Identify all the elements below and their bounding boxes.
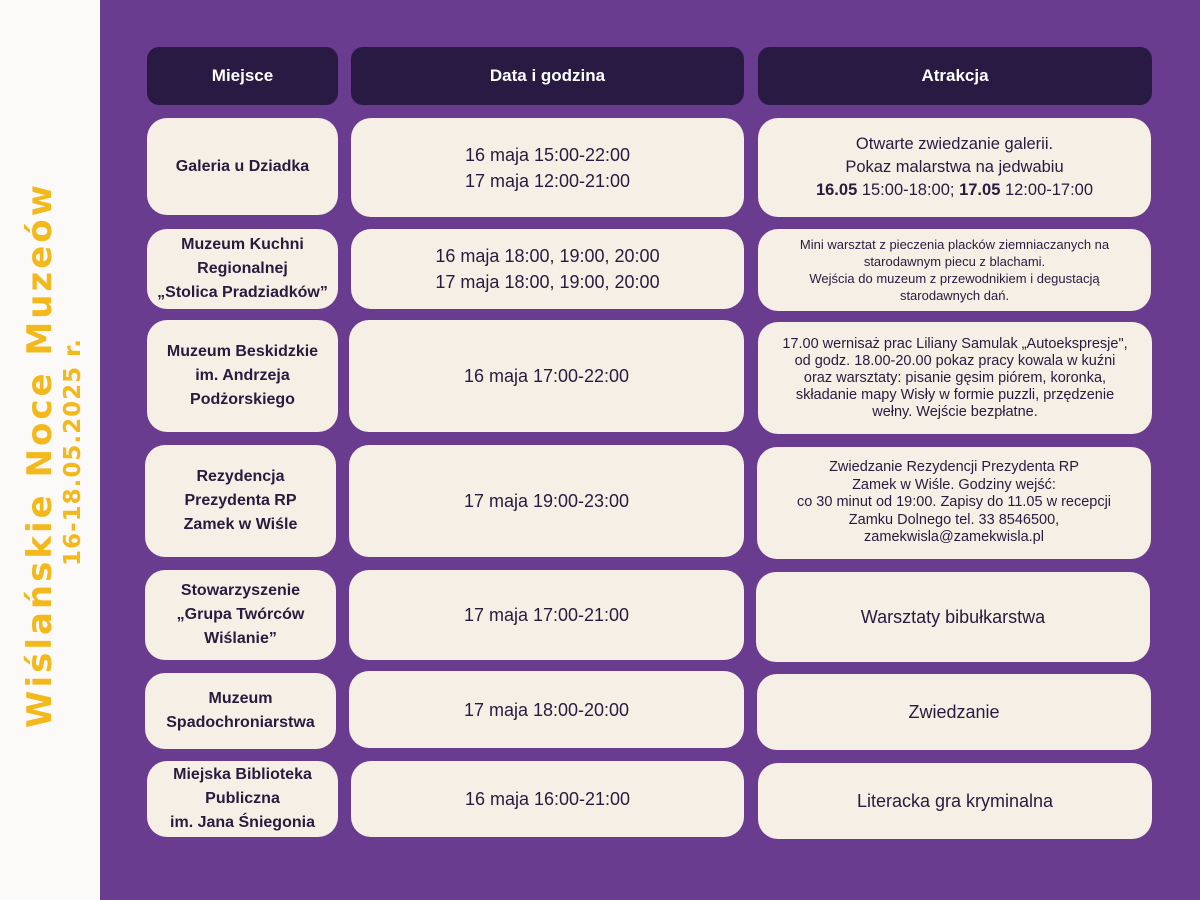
row-7-place: Miejska Biblioteka Publiczna im. Jana Śniegonia	[147, 761, 338, 837]
sidebar-dates: 16-18.05.2025 r.	[60, 338, 86, 566]
row-5-place: Stowarzyszenie „Grupa Twórców Wiślanie”	[145, 570, 336, 660]
row-5-date: 17 maja 17:00-21:00	[349, 570, 744, 660]
row-2-attraction: Mini warsztat z pieczenia placków ziemniaczanych na starodawnym piecu z blachami. Wejścia do muzeum z przewodnikiem i degustacją starodawnych dań.	[758, 229, 1151, 311]
row-2-date: 16 maja 18:00, 19:00, 20:00 17 maja 18:00, 19:00, 20:00	[351, 229, 744, 309]
sidebar	[0, 0, 100, 900]
row-6-attraction: Zwiedzanie	[757, 674, 1151, 750]
row-4-place: Rezydencja Prezydenta RP Zamek w Wiśle	[145, 445, 336, 557]
row-1-time-b: 12:00-17:00	[1000, 181, 1094, 199]
row-1-date: 16 maja 15:00-22:00 17 maja 12:00-21:00	[351, 118, 744, 217]
row-1-attraction	[758, 118, 1151, 217]
row-1-date-a: 16.05	[815, 181, 858, 199]
row-1-attraction-line2: Pokaz malarstwa na jedwabiu	[845, 158, 1064, 176]
row-6-place: Muzeum Spadochroniarstwa	[145, 673, 336, 749]
row-1-place: Galeria u Dziadka	[147, 118, 338, 215]
row-5-attraction: Warsztaty bibułkarstwa	[756, 572, 1150, 662]
header-attraction: Atrakcja	[758, 47, 1152, 105]
sidebar-title: Wiślańskie Noce Muzeów	[20, 181, 60, 729]
row-7-date: 16 maja 16:00-21:00	[351, 761, 744, 837]
row-6-date: 17 maja 18:00-20:00	[349, 671, 744, 748]
row-4-attraction: Zwiedzanie Rezydencji Prezydenta RP Zamek w Wiśle. Godziny wejść: co 30 minut od 19:00. Zapisy do 11.05 w recepcji Zamku Dolnego tel. 33 8546500, zamekwisla@zamekwisla.pl	[757, 447, 1151, 559]
row-1-time-a: 15:00-18:00;	[857, 181, 960, 199]
row-2-place: Muzeum Kuchni Regionalnej „Stolica Pradziadków”	[147, 229, 338, 309]
row-1-attraction-line3	[816, 179, 1093, 202]
header-date: Data i godzina	[351, 47, 744, 105]
row-1-attraction-line1: Otwarte zwiedzanie galerii.	[855, 135, 1054, 153]
row-3-place: Muzeum Beskidzkie im. Andrzeja Podżorskiego	[147, 320, 338, 432]
header-place: Miejsce	[147, 47, 338, 105]
row-3-attraction: 17.00 wernisaż prac Liliany Samulak „Autoekspresje", od godz. 18.00-20.00 pokaz pracy kowala w kuźni oraz warsztaty: pisanie gęsim piórem, koronka, składanie mapy Wisły w formie puzzli, przędzenie wełny. Wejście bezpłatne.	[758, 322, 1152, 434]
row-1-date-b: 17.05	[959, 181, 1001, 199]
row-4-date: 17 maja 19:00-23:00	[349, 445, 744, 557]
row-7-attraction: Literacka gra kryminalna	[758, 763, 1152, 839]
row-3-date: 16 maja 17:00-22:00	[349, 320, 744, 432]
